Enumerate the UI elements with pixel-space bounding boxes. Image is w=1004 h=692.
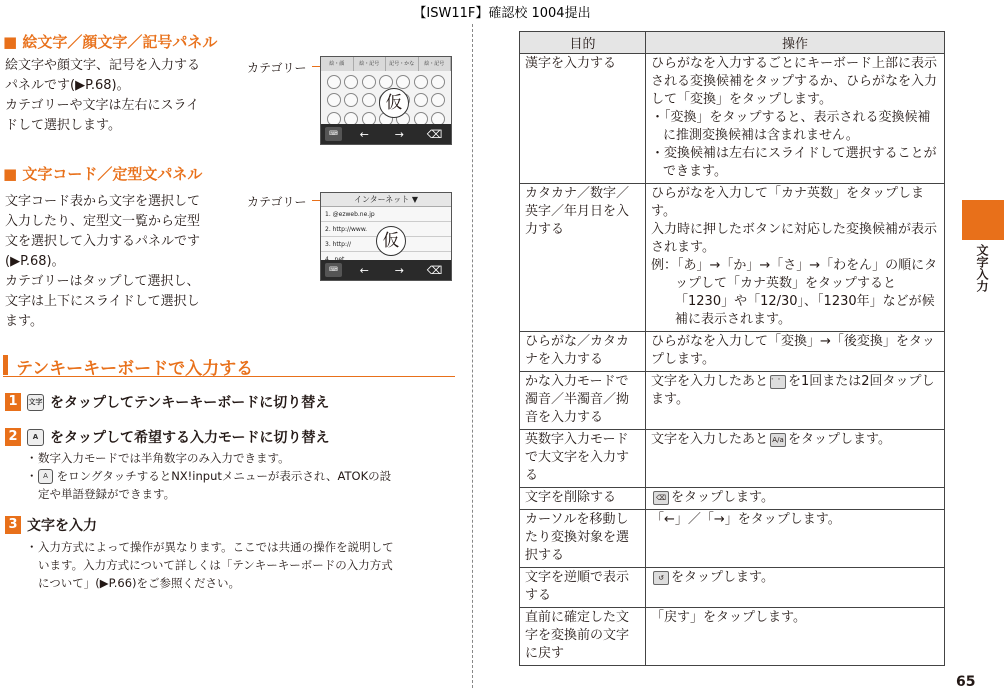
delete-icon: ⌫ [426,127,443,141]
operation-cell: ひらがなを入力して「変換」→「後変換」をタップします。 [646,332,945,372]
emoji-icon [344,93,358,107]
text-line: 文を選択して入力するパネルです [5,234,201,249]
left-arrow-icon: ← [359,127,369,141]
note-line: います。入力方式について詳しくは「テンキーキーボードの入力方式 [38,558,393,572]
section-heading-tenkey [3,353,455,377]
operation-table [519,31,945,666]
category-tabs [321,57,451,71]
step-3-notes [26,538,394,592]
table-row [520,54,945,184]
delete-icon: ⌫ [426,263,443,277]
keyboard-bar [321,260,451,280]
purpose-cell: かな入力モードで濁音／半濁音／拗音を入力する [520,372,646,430]
keyboard-icon: ⌨ [325,263,342,277]
kari-stamp: 仮 [376,226,406,256]
keyboard-bar [321,124,451,144]
step-number: 2 [5,428,21,446]
operation-cell: ひらがなを入力して「カナ英数」をタップします。 入力時に押したボタンに対応した変換候補が表示されます。 例：「あ」→「か」→「さ」→「わをん」の順にタップして「カナ英数」をタップすると「1230」や「12/30」、「1230年」などが候補に表示されます。 [646,184,945,332]
text-line: 絵文字や顔文字、記号を入力する [5,58,201,73]
section-title-code-panel: ■ 文字コード／定型文パネル [3,165,203,183]
purpose-cell: 英数字入力モードで大文字を入力する [520,430,646,488]
operation-cell: ひらがなを入力するごとにキーボード上部に表示される変換候補をタップするか、ひらがなを入力して「変換」をタップします。 ・「変換」をタップすると、表示される変換候補に推測変換候補は含まれません。 ・変換候補は左右にスライドして選択することができます。 [646,54,945,184]
step-2 [5,427,329,447]
note-line: 定や単語登録ができます。 [38,487,176,501]
table-row [520,488,945,510]
panel-title: インターネット ▼ [321,193,451,207]
purpose-cell: 文字を逆順で表示する [520,568,646,608]
category-tab: 絵・記号 [419,57,452,71]
input-mode-icon: A [27,429,44,446]
page-number: 65 [956,674,976,690]
emoji-icon [362,75,376,89]
left-arrow-icon: ← [359,263,369,277]
note-line: ・入力方式によって操作が異なります。ここでは共通の操作を説明して [26,540,394,554]
emoji-icon [344,75,358,89]
reverse-icon: ↺ [653,571,669,585]
table-row [520,430,945,488]
purpose-cell: カタカナ／数字／英字／年月日を入力する [520,184,646,332]
input-mode-icon: A [38,469,53,484]
table-row [520,608,945,666]
emoji-icon [414,75,428,89]
operation-cell: 「戻す」をタップします。 [646,608,945,666]
heading-mark [3,355,8,375]
emoji-icon [431,93,445,107]
text-line: カテゴリーはタップして選択し、 [5,274,200,289]
emoji-icon [379,75,393,89]
step-2-notes [26,449,391,503]
case-toggle-icon: A/a [770,433,786,447]
operation-cell: 「←」／「→」をタップします。 [646,510,945,568]
step-1 [5,392,329,412]
list-item: 2. http://www. [321,222,451,237]
table-row [520,332,945,372]
section-title-emoji-panel: ■ 絵文字／顔文字／記号パネル [3,33,218,51]
keyboard-switch-icon: 文字 [27,394,44,411]
section-text-emoji-panel [5,56,240,136]
text-line: (▶P.68)。 [5,254,65,269]
category-tab: 絵・顔 [321,57,354,71]
emoji-icon [362,93,376,107]
text-line: 文字コード表から文字を選択して [5,194,201,209]
operation-cell: 文字を入力したあと ゛゜ を1回または2回タップします。 [646,372,945,430]
step-number: 1 [5,393,21,411]
note-line: ・数字入力モードでは半角数字のみ入力できます。 [26,451,290,465]
delete-icon: ⌫ [653,491,669,505]
emoji-icon [327,75,341,89]
operation-cell: 文字を入力したあと A/a をタップします。 [646,430,945,488]
emoji-icon [431,75,445,89]
purpose-cell: カーソルを移動したり変換対象を選択する [520,510,646,568]
table-row [520,372,945,430]
purpose-cell: 漢字を入力する [520,54,646,184]
operation-cell: ⌫ をタップします。 [646,488,945,510]
chapter-label: 文字入力 [975,244,989,292]
note-line: について」(▶P.66)をご参照ください。 [38,576,241,590]
text-line: カテゴリーや文字は左右にスライ [5,98,200,113]
note-line: ・ A をロングタッチするとNX!inputメニューが表示され、ATOKの設 [26,469,392,483]
kari-stamp: 仮 [379,88,409,118]
step-text: をタップしてテンキーキーボードに切り替え [50,395,330,411]
category-tab: 記号・かな [386,57,419,71]
right-arrow-icon: → [394,263,404,277]
text-line: 文字は上下にスライドして選択し [5,294,200,309]
category-label: カテゴリー [247,61,307,75]
step-3 [5,515,97,535]
right-arrow-icon: → [394,127,404,141]
step-number: 3 [5,516,21,534]
table-row [520,184,945,332]
column-header: 目的 [520,32,646,54]
text-line: パネルです(▶P.68)。 [5,78,130,93]
emoji-icon [327,93,341,107]
page-header: 【ISW11F】確認校 1004提出 [413,6,591,21]
emoji-icon [414,93,428,107]
section-text-code-panel [5,192,240,332]
list-item: 1. @ezweb.ne.jp [321,207,451,222]
keyboard-icon: ⌨ [325,127,342,141]
heading-text: テンキーキーボードで入力する [16,359,254,379]
emoji-icon [396,75,410,89]
chapter-tab [962,200,1004,240]
table-header-row [520,32,945,54]
dakuten-key-icon: ゛゜ [770,375,786,389]
table-row [520,568,945,608]
table-row [520,510,945,568]
purpose-cell: 文字を削除する [520,488,646,510]
category-tab: 絵・記号 [354,57,387,71]
text-line: 入力したり、定型文一覧から定型 [5,214,201,229]
list-item: 3. http:// [321,237,451,252]
purpose-cell: 直前に確定した文字を変換前の文字に戻す [520,608,646,666]
step-text: 文字を入力 [27,518,97,534]
text-line: ドして選択します。 [5,118,121,133]
column-divider [472,24,473,688]
category-label: カテゴリー [247,195,307,209]
step-text: をタップして希望する入力モードに切り替え [50,430,330,446]
text-line: ます。 [5,314,43,329]
purpose-cell: ひらがな／カタカナを入力する [520,332,646,372]
column-header: 操作 [646,32,945,54]
operation-cell: ↺ をタップします。 [646,568,945,608]
